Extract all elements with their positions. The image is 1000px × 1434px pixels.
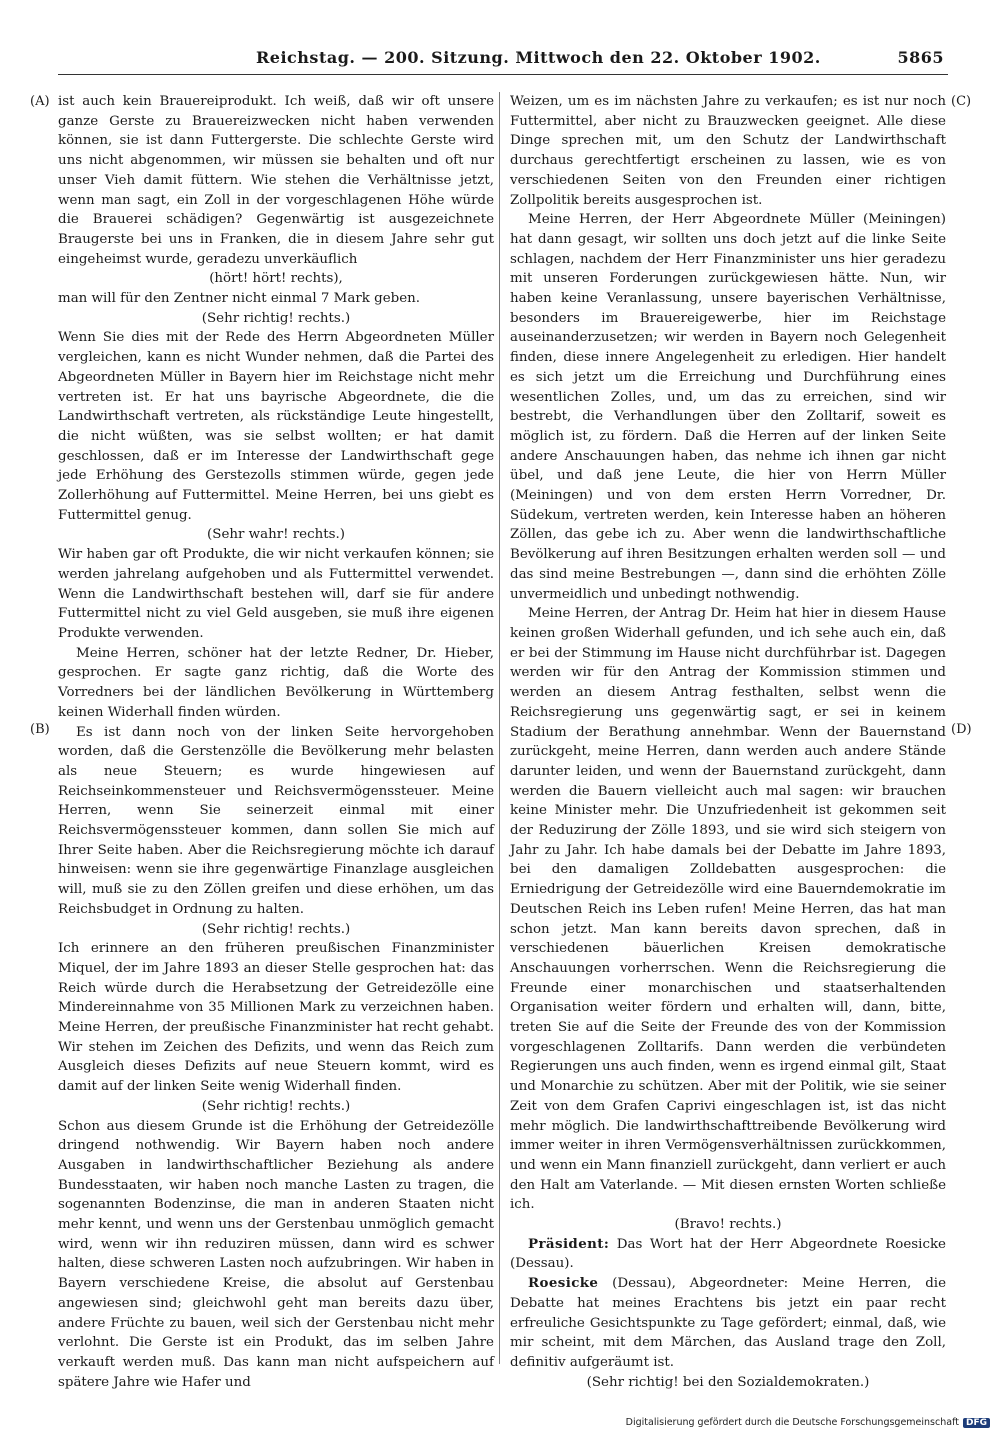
paragraph-text: Weizen, um es im nächsten Jahre zu verkaufen; es ist nur noch Futtermittel, aber nicht zu Brauzwecken geeignet. Alle diese Dinge sprechen mit, um den Schutz der Landwirthschaft durchaus gerechtfertigt erscheinen zu lassen, wie es von verschiedenen Seiten von den Freunden einer richtigen Zollpolitik bereits ausgesprochen ist. <box>510 94 946 208</box>
interjection <box>58 525 494 545</box>
right-column <box>510 92 946 1392</box>
interjection <box>58 1097 494 1117</box>
paragraph-text: man will für den Zentner nicht einmal 7 Mark geben. <box>58 291 421 307</box>
paragraph-text: Es ist dann noch von der linken Seite hervorgehoben worden, daß die Gerstenzölle die Bevölkerung mehr belasten als neue Steuern; es wurde hingewiesen auf Reichseinkommensteuer und Reichsvermögenssteuer. Meine Herren, wenn Sie seinerzeit einmal mit einer Reichsvermögenssteuer kommen, dann sollen Sie mich auf Ihrer Seite haben. Aber die Reichsregierung möchte ich darauf hinweisen: wenn sie ihre gegenwärtige Finanzlage ausgleichen will, muß sie zu den Zöllen greifen und diese erhöhen, um das Reichsbudget in Ordnung zu halten. <box>58 724 494 917</box>
paragraph <box>58 328 494 525</box>
paragraph <box>510 604 946 1215</box>
paragraph <box>58 92 494 269</box>
paragraph-text: Meine Herren, der Herr Abgeordnete Müller (Meiningen) hat dann gesagt, wir sollten uns doch jetzt auf die linke Seite schlagen, nachdem der Herr Finanzminister uns hier geradezu mit unseren Forderungen zurückgewiesen hätte. Nun, wir haben keine Veranlassung, unsere bayerischen Verhältnisse, besonders im Brauereigewerbe, hier im Reichstage auseinanderzusetzen; wir werden in Bayern noch Gelegenheit finden, diese innere Angelegenheit zu erledigen. Hier handelt es sich jetzt um die Erreichung und Durchführung eines wesentlichen Zolles, und, um das zu erreichen, sind wir bestrebt, die Verhandlungen über den Zolltarif, soweit es möglich ist, zu fördern. Daß die Herren auf der linken Seite andere Anschauungen haben, das nehme ich ihnen gar nicht übel, und daß jene Leute, die hier von Herrn Müller (Meiningen) und von dem ersten Herrn Vorredner, Dr. Südekum, vertreten werden, kein Interesse haben an höheren Zöllen, das gebe ich zu. Aber wenn die landwirthschaftliche Bevölkerung auf ihren Besitzungen erhalten werden soll — und das sind meine Bestrebungen —, dann sind die erhöhten Zölle unvermeidlich und unbedingt nothwendig. <box>510 212 946 602</box>
dfg-logo: DFG <box>963 1418 990 1428</box>
paragraph <box>58 1117 494 1393</box>
paragraph-text: (hört! hört! rechts), <box>209 271 343 287</box>
margin-marker-a: (A) <box>30 94 50 109</box>
paragraph-text: Ich erinnere an den früheren preußischen Finanzminister Miquel, der im Jahre 1893 an dieser Stelle gesprochen hat: das Reich würde durch die Herabsetzung der Getreidezölle eine Mindereinnahme von 35 Millionen Mark zu verzeichnen haben. Meine Herren, der preußische Finanzminister hat recht gehabt. Wir stehen im Zeichen des Defizits, und wenn das Reich zum Ausgleich dieses Defizits auf neue Steuern kommt, wird es damit auf der linken Seite wenig Widerhall finden. <box>58 941 494 1095</box>
paragraph-text: Das Wort hat der Herr Abgeordnete Roesicke (Dessau). <box>510 1236 946 1272</box>
paragraph <box>510 1235 946 1274</box>
page-header <box>58 48 948 70</box>
interjection <box>510 1215 946 1235</box>
interjection <box>58 269 494 289</box>
left-column <box>58 92 494 1392</box>
column-divider <box>499 92 500 1364</box>
paragraph-text: Meine Herren, schöner hat der letzte Redner, Dr. Hieber, gesprochen. Er sagte ganz richtig, daß die Worte des Vorredners bei der ländlichen Bevölkerung in Württemberg keinen Widerhall finden würden. <box>58 645 494 720</box>
interjection <box>58 920 494 940</box>
paragraph <box>58 644 494 723</box>
paragraph-text: ist auch kein Brauereiprodukt. Ich weiß, daß wir oft unsere ganze Gerste zu Brauereizwecken nicht haben verwenden können, sie ist dann Futtergerste. Die schlechte Gerste wird uns nicht abgenommen, wir müssen sie behalten und oft nur unser Vieh damit füttern. Wie stehen die Verhältnisse jetzt, wenn man sagt, ein Zoll in der vorgeschlagenen Höhe würde die Brauerei schädigen? Gegenwärtig ist ausgezeichnete Braugerste bei uns in Franken, die in diesem Jahre sehr gut eingeheimst wurde, geradezu unverkäuflich <box>58 94 494 267</box>
paragraph-text: (Sehr richtig! rechts.) <box>201 921 351 937</box>
paragraph <box>510 1274 946 1373</box>
header-title: Reichstag. — 200. Sitzung. Mittwoch den 22. Oktober 1902. <box>256 48 821 67</box>
paragraph <box>510 92 946 210</box>
footer-text: Digitalisierung gefördert durch die Deutsche Forschungsgemeinschaft <box>625 1417 959 1428</box>
margin-marker-d: (D) <box>951 722 972 737</box>
speaker-name: Roesicke <box>528 1275 599 1292</box>
interjection <box>58 309 494 329</box>
page-number: 5865 <box>897 48 944 67</box>
page-footer <box>626 1417 990 1428</box>
paragraph-text: Schon aus diesem Grunde ist die Erhöhung der Getreidezölle dringend nothwendig. Wir Bayern haben noch andere Ausgaben in landwirthschaftlicher Beziehung als andere Bundesstaaten, wir haben noch manche Lasten zu tragen, die sogenannten Bodenzinse, die man in anderen Staaten nicht mehr kennt, und wenn uns der Gerstenbau unmöglich gemacht wird, wenn wir ihn reduziren müssen, dann wird es schwer halten, diese schweren Lasten noch aufzubringen. Wir haben in Bayern verschiedene Kreise, die absolut auf Gerstenbau angewiesen sind; gleichwohl geht man bereits dazu über, andere Früchte zu bauen, weil sich der Gerstenbau nicht mehr verlohnt. Die Gerste ist ein Produkt, das im selben Jahre verkauft werden muß. Das kann man nicht aufspeichern auf spätere Jahre wie Hafer und <box>58 1118 494 1390</box>
paragraph <box>58 545 494 644</box>
paragraph-text: (Sehr richtig! bei den Sozialdemokraten.) <box>586 1374 870 1390</box>
margin-marker-c: (C) <box>951 94 972 109</box>
paragraph <box>58 939 494 1097</box>
paragraph-text: (Dessau), Abgeordneter: Meine Herren, die Debatte hat meines Erachtens bis jetzt ein paar recht erfreuliche Gesichtspunkte zu Tage gefördert; einmal, daß, wie mir scheint, mit dem Märchen, das Ausland trage den Zoll, definitiv aufgeräumt ist. <box>510 1276 946 1370</box>
paragraph-text: Meine Herren, der Antrag Dr. Heim hat hier in diesem Hause keinen großen Widerhall gefunden, und ich sehe auch ein, daß er bei der Stimmung im Hause nicht durchführbar ist. Dagegen werden wir für den Antrag der Kommission stimmen und werden an diesem Antrag festhalten, selbst wenn die Reichsregierung uns gegenwärtig sagt, er sei in keinem Stadium der Berathung annehmbar. Wenn der Bauernstand zurückgeht, meine Herren, dann werden auch andere Stände darunter leiden, und wenn der Bauernstand zurückgeht, dann werden die Bauern vielleicht auch mal sagen: wir brauchen keine Minister mehr. Die Unzufriedenheit ist gekommen seit der Reduzirung der Zölle 1893, und sie wird sich steigern von Jahr zu Jahr. Ich habe damals bei der Debatte im Jahre 1893, bei den damaligen Zolldebatten ausgesprochen: die Erniedrigung der Getreidezölle wird eine Bauerndemokratie im Deutschen Reich ins Leben rufen! Meine Herren, das hat man schon jetzt. Man kann bereits davon sprechen, daß in verschiedenen bäuerlichen Kreisen demokratische Anschauungen vorherrschen. Wenn die Reichsregierung die Freunde einer monarchischen und staatserhaltenden Organisation weiter fördern und erhalten will, dann, bitte, treten Sie auf die Seite der Freunde des von der Kommission vorgeschlagenen Zolltarifs. Dann werden die verbündeten Regierungen uns auch finden, wenn es irgend einmal gilt, Staat und Monarchie zu schützen. Aber mit der Politik, wie sie seiner Zeit von dem Grafen Caprivi eingeschlagen ist, ist das nicht mehr möglich. Die landwirthschafttreibende Bevölkerung wird immer weiter in ihren Vermögensverhältnissen zurückkommen, und wenn ein Mann finanziell zurückgeht, dann verliert er auch den Halt am Vaterlande. — Mit diesen ernsten Worten schließe ich. <box>510 606 946 1213</box>
margin-marker-b: (B) <box>30 722 50 737</box>
paragraph-text: (Sehr wahr! rechts.) <box>207 527 345 543</box>
interjection <box>510 1373 946 1393</box>
paragraph-text: (Bravo! rechts.) <box>674 1217 782 1233</box>
paragraph-text: (Sehr richtig! rechts.) <box>201 1098 351 1114</box>
paragraph <box>510 210 946 604</box>
paragraph-text: (Sehr richtig! rechts.) <box>201 310 351 326</box>
speaker-name: Präsident: <box>528 1235 610 1252</box>
header-rule <box>58 74 948 75</box>
paragraph-text: Wir haben gar oft Produkte, die wir nicht verkaufen können; sie werden jahrelang aufgehoben und als Futtermittel verwendet. Wenn die Landwirthschaft bestehen will, darf sie für andere Futtermittel nicht zu viel Geld ausgeben, sie muß ihre eigenen Produkte verwenden. <box>58 547 494 641</box>
paragraph <box>58 289 494 309</box>
paragraph-text: Wenn Sie dies mit der Rede des Herrn Abgeordneten Müller vergleichen, kann es nicht Wunder nehmen, daß die Partei des Abgeordneten Müller in Bayern hier im Reichstage nicht mehr vertreten ist. Er hat uns bayrische Abgeordnete, die die Landwirthschaft vertreten, als rückständige Leute hingestellt, die nicht wüßten, was sie selbst wollten; er hat damit geschlossen, daß er im Interesse der Landwirthschaft gege jede Erhöhung des Gerstezolls stimmen würde, gegen jede Zollerhöhung auf Futtermittel. Meine Herren, bei uns giebt es Futtermittel genug. <box>58 330 494 523</box>
paragraph <box>58 723 494 920</box>
